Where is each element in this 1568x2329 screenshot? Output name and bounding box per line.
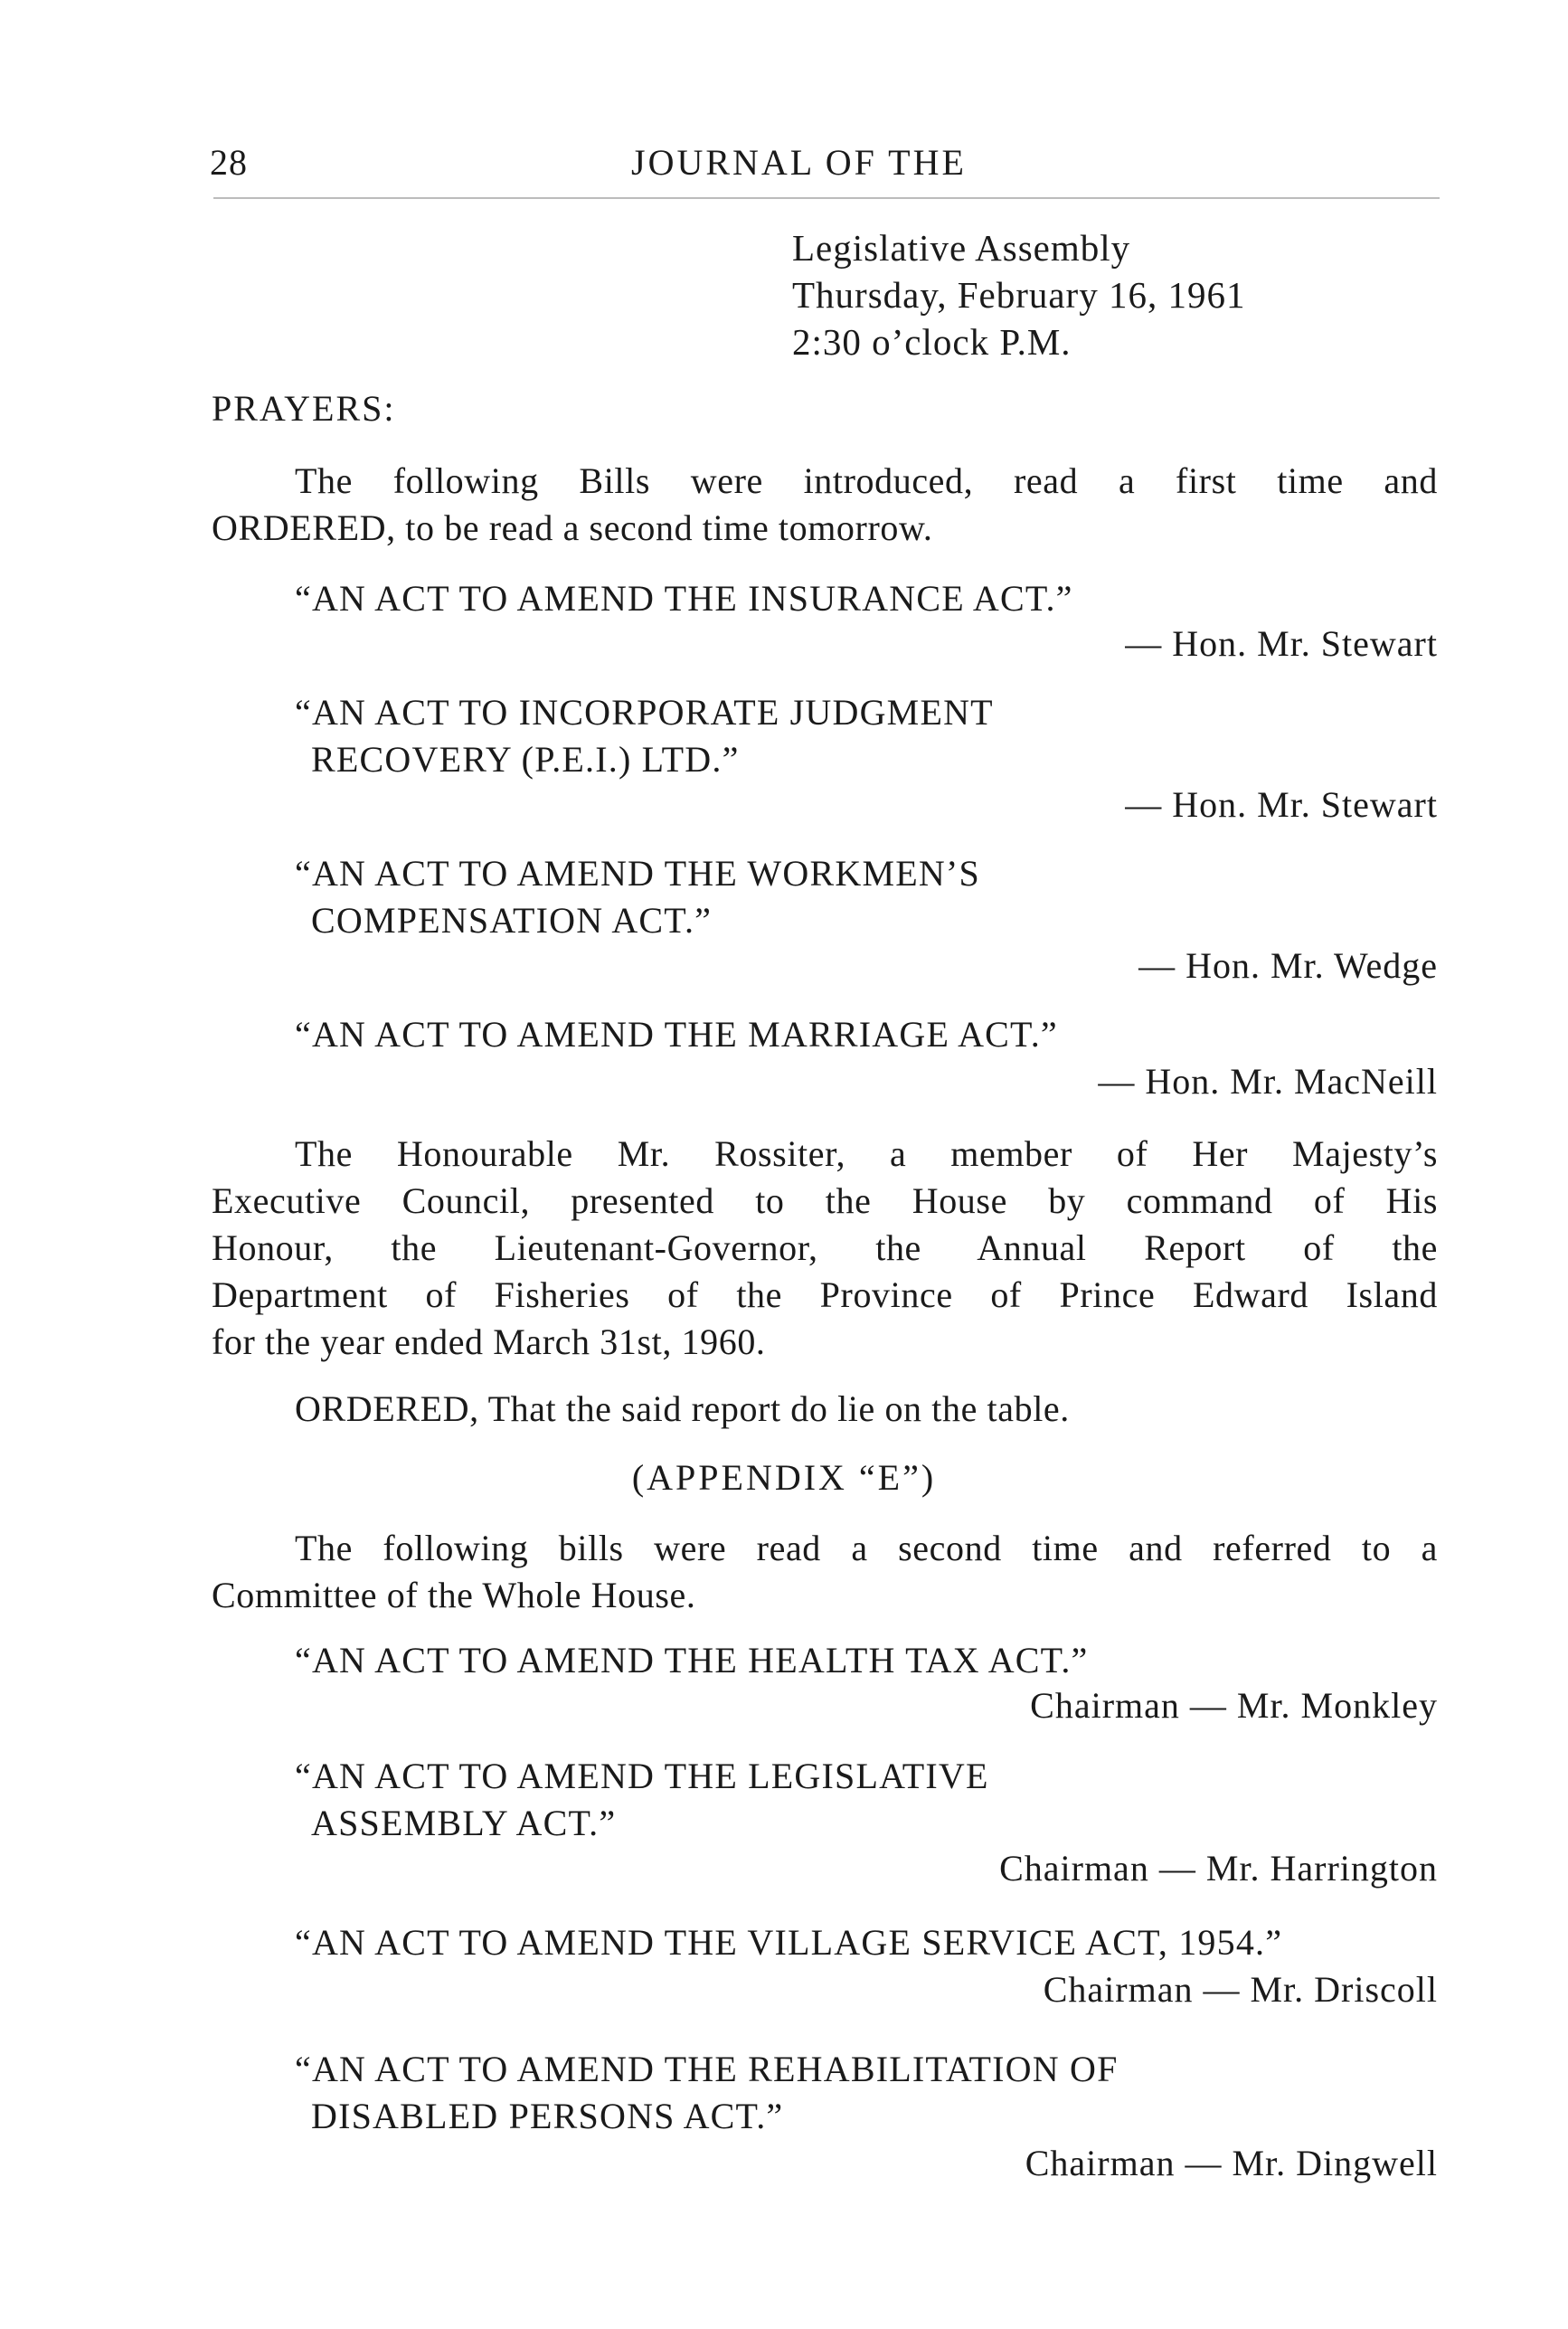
prayers-heading: PRAYERS:: [212, 388, 396, 429]
bill-title-line: “AN ACT TO AMEND THE MARRIAGE ACT.”: [295, 1014, 1058, 1055]
paragraph-line: ORDERED, That the said report do lie on the table.: [295, 1388, 1070, 1429]
bill-title-line: “AN ACT TO AMEND THE REHABILITATION OF: [295, 2049, 1119, 2089]
page-number: 28: [210, 142, 248, 183]
bill-title-line: “AN ACT TO AMEND THE WORKMEN’S: [295, 853, 980, 894]
paragraph-line: The following bills were read a second time and referred to a: [295, 1528, 1438, 1568]
paragraph-line: Honour, the Lieutenant-Governor, the Annual Report of the: [212, 1227, 1438, 1268]
bill-sponsor: — Hon. Mr. MacNeill: [1098, 1061, 1438, 1102]
paragraph-line: Department of Fisheries of the Province of Prince Edward Island: [212, 1274, 1438, 1315]
bill-title-line: “AN ACT TO AMEND THE LEGISLATIVE: [295, 1756, 989, 1796]
bill-title-line: RECOVERY (P.E.I.) LTD.”: [311, 739, 740, 780]
bill-title: [295, 1919, 1282, 1966]
meeting-heading: [792, 224, 1245, 365]
appendix-reference: (APPENDIX “E”): [631, 1457, 937, 1498]
page-header: [210, 141, 1440, 192]
bill-title: [295, 1011, 1058, 1058]
bill-sponsor: — Hon. Mr. Stewart: [1125, 623, 1438, 664]
bill-title-line: “AN ACT TO AMEND THE HEALTH TAX ACT.”: [295, 1640, 1089, 1680]
bill-title-line: “AN ACT TO AMEND THE INSURANCE ACT.”: [295, 578, 1073, 619]
bill-title: [295, 1753, 989, 1847]
bill-title-line: “AN ACT TO AMEND THE VILLAGE SERVICE ACT, 1954.”: [295, 1922, 1283, 1963]
bill-title: [295, 2046, 1119, 2140]
bill-chairman: Chairman — Mr. Monkley: [1030, 1685, 1438, 1726]
ordered-paragraph: [212, 1386, 1438, 1433]
bill-title-line: “AN ACT TO INCORPORATE JUDGMENT: [295, 692, 994, 733]
bill-title-line: DISABLED PERSONS ACT.”: [311, 2096, 784, 2136]
paragraph-line: ORDERED, to be read a second time tomorrow.: [212, 507, 933, 548]
first-reading-intro: [212, 458, 1438, 552]
header-rule: [213, 197, 1440, 199]
meeting-time: 2:30 o’clock P.M.: [792, 321, 1072, 363]
bill-title: [295, 689, 994, 783]
paragraph-line: The Honourable Mr. Rossiter, a member of Her Majesty’s: [295, 1133, 1438, 1174]
bill-chairman: Chairman — Mr. Dingwell: [1025, 2143, 1438, 2183]
bill-title-line: ASSEMBLY ACT.”: [311, 1803, 617, 1843]
meeting-date: Thursday, February 16, 1961: [792, 274, 1246, 316]
paragraph-line: Executive Council, presented to the House by command of His: [212, 1180, 1438, 1221]
bill-sponsor: — Hon. Mr. Stewart: [1125, 784, 1438, 825]
bill-chairman: Chairman — Mr. Harrington: [999, 1848, 1438, 1889]
bill-title: [295, 1637, 1089, 1684]
bill-chairman: Chairman — Mr. Driscoll: [1043, 1969, 1438, 2010]
bill-sponsor: — Hon. Mr. Wedge: [1138, 945, 1438, 986]
assembly-name: Legislative Assembly: [792, 227, 1131, 269]
paragraph-line: The following Bills were introduced, read a first time and: [295, 460, 1438, 501]
second-reading-intro: [212, 1525, 1438, 1619]
bill-title: [295, 575, 1073, 622]
bill-title-line: COMPENSATION ACT.”: [311, 900, 713, 941]
bill-title: [295, 850, 980, 944]
running-title: JOURNAL OF THE: [631, 142, 967, 183]
report-paragraph: [212, 1131, 1438, 1366]
paragraph-line: for the year ended March 31st, 1960.: [212, 1321, 766, 1362]
paragraph-line: Committee of the Whole House.: [212, 1575, 696, 1615]
